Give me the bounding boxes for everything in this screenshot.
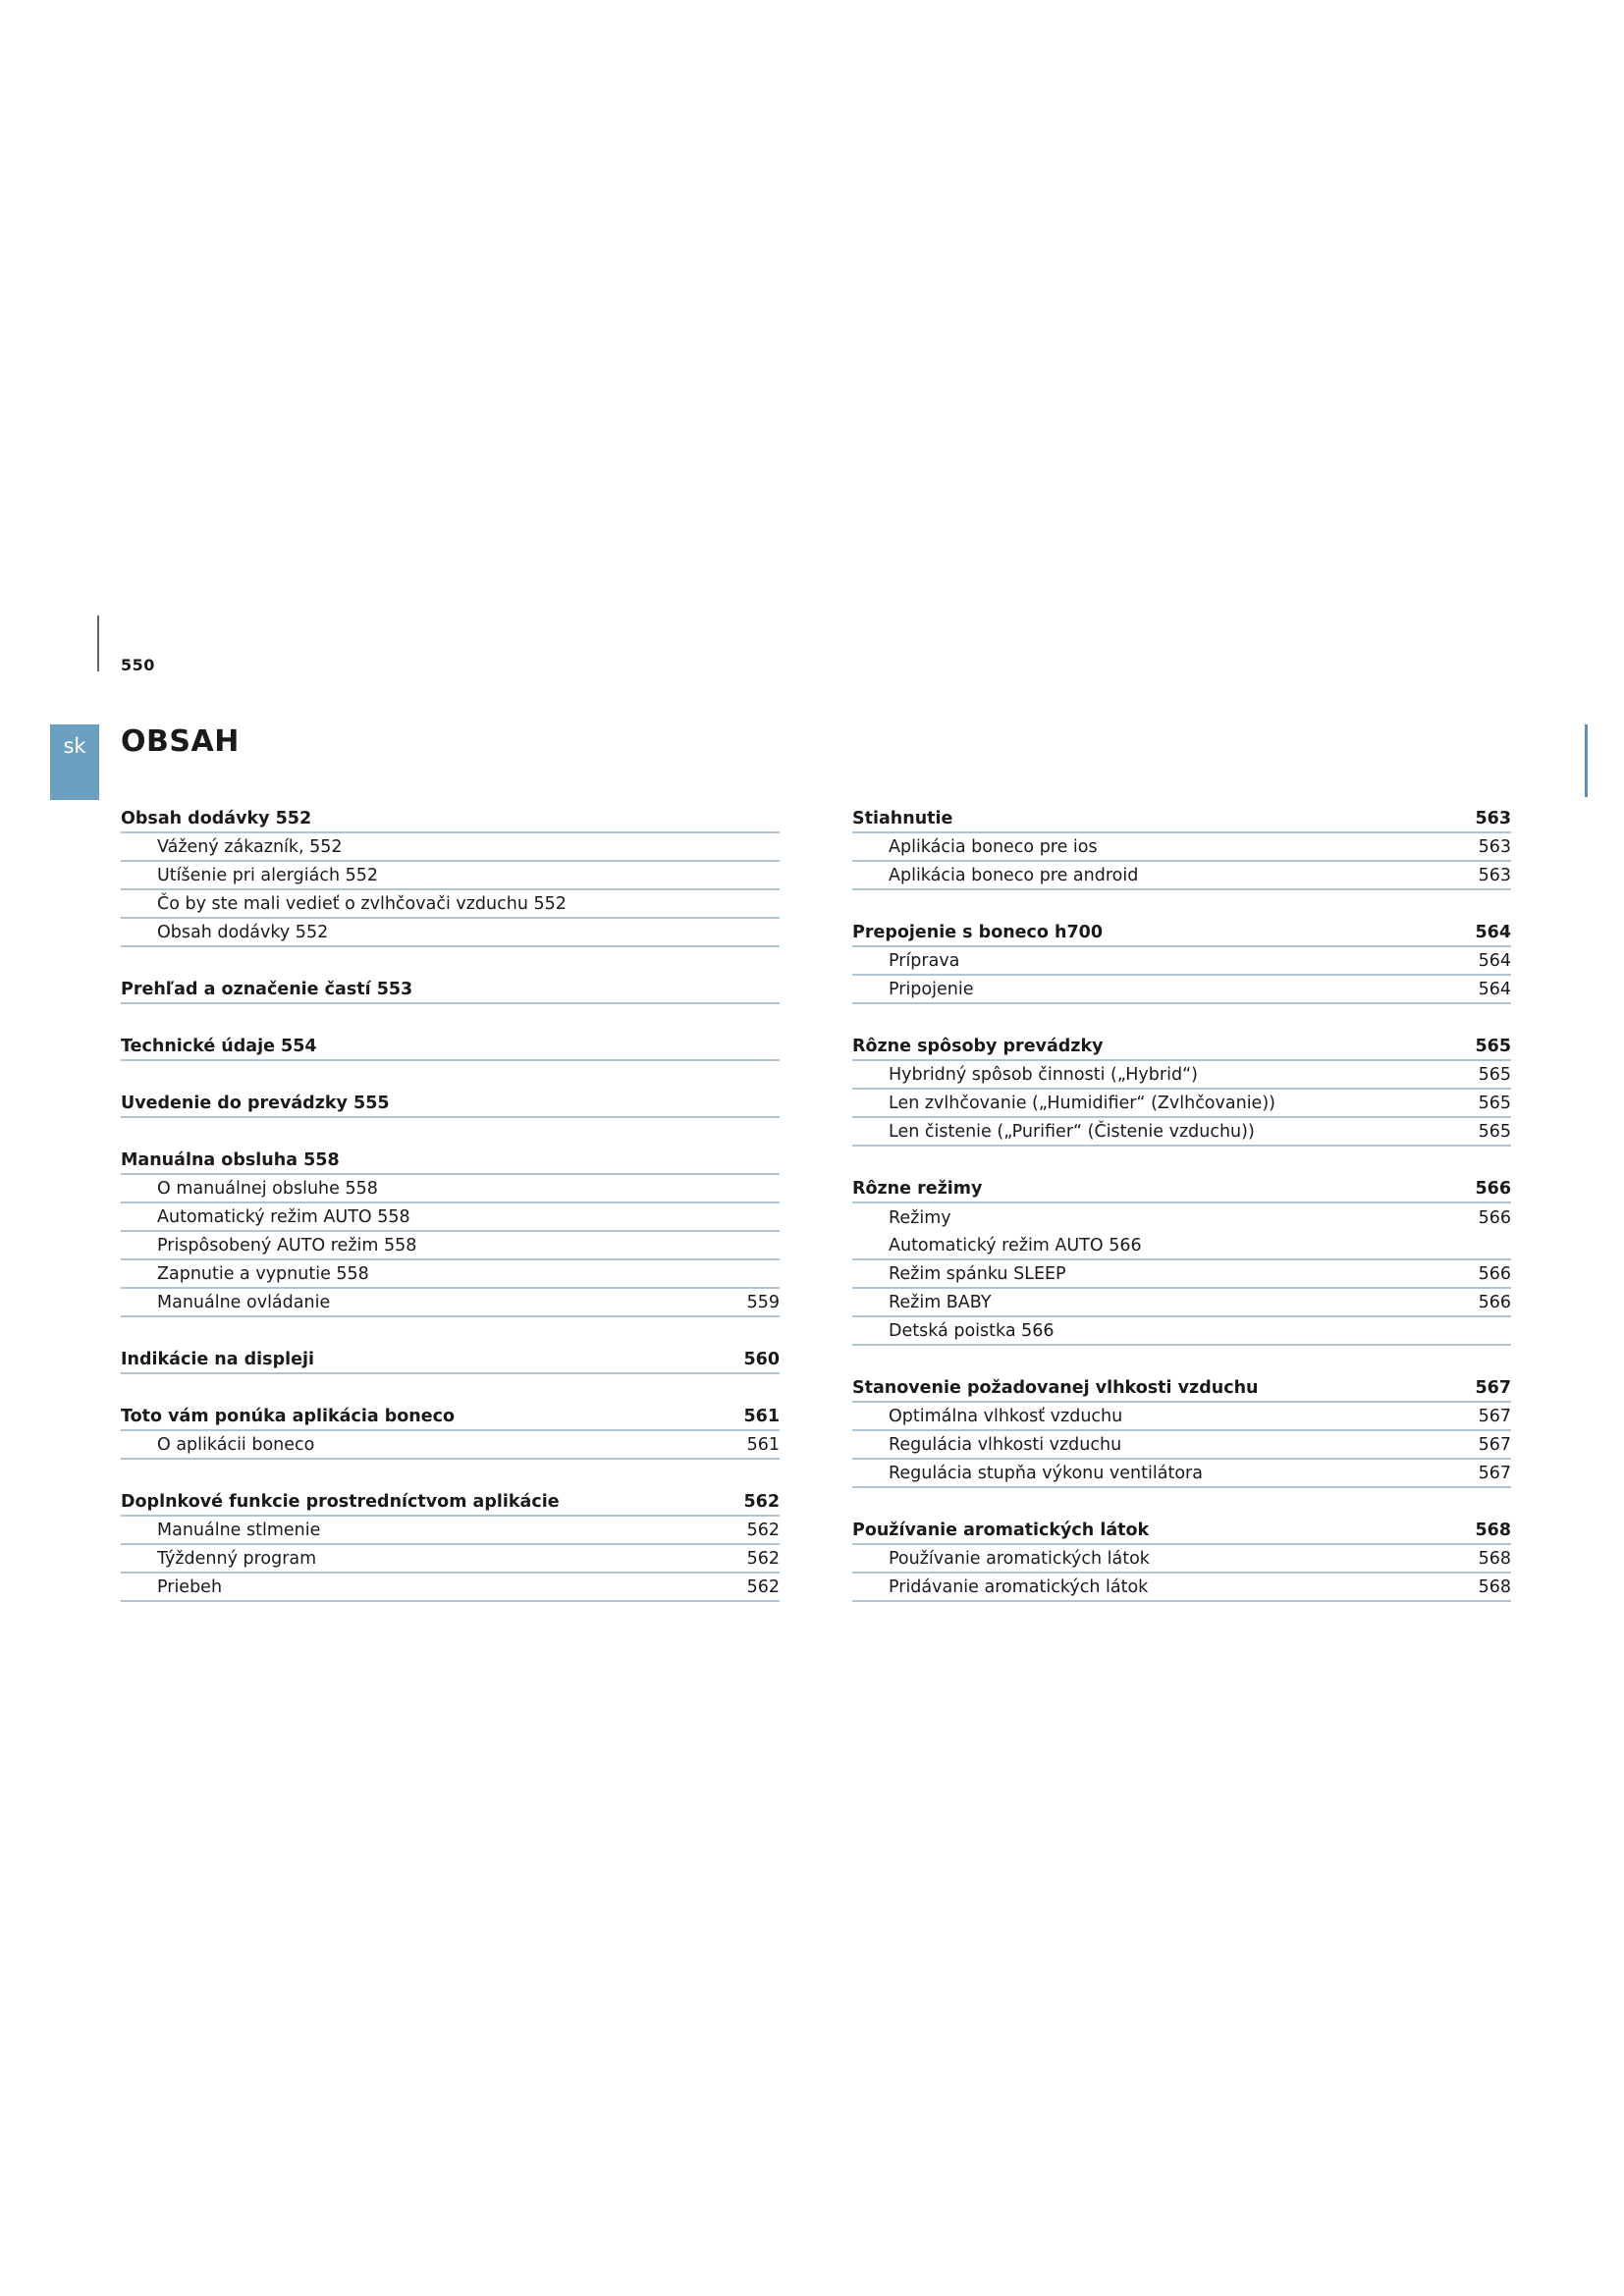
toc-heading[interactable] xyxy=(121,1033,780,1061)
toc-entry-text: Používanie aromatických látok xyxy=(889,1548,1150,1569)
toc-entry-text: Regulácia stupňa výkonu ventilátora xyxy=(889,1463,1203,1483)
toc-heading[interactable] xyxy=(852,1517,1511,1545)
toc-entry-page: 564 xyxy=(1478,950,1511,971)
toc-entry-text: Manuálne stlmenie xyxy=(157,1520,321,1540)
toc-entry-text: Pridávanie aromatických látok xyxy=(889,1576,1149,1597)
toc-entry-page: 566 xyxy=(1478,1263,1511,1284)
toc-entry-text: Len čistenie („Purifier“ (Čistenie vzduchu)) xyxy=(889,1121,1255,1142)
toc-entry[interactable] xyxy=(121,1260,780,1289)
toc-entry-text: Obsah dodávky 552 xyxy=(157,922,329,942)
toc-heading[interactable] xyxy=(121,1346,780,1374)
toc-entry-text: Len zvlhčovanie („Humidifier“ (Zvlhčovanie)) xyxy=(889,1093,1275,1113)
toc-entry-page: 567 xyxy=(1478,1434,1511,1455)
toc-heading[interactable] xyxy=(121,1090,780,1118)
toc-entry-page: 564 xyxy=(1478,979,1511,999)
toc-entry[interactable] xyxy=(852,1232,1511,1260)
toc-entry-page: 562 xyxy=(746,1520,780,1540)
toc-entry-text: Optimálna vlhkosť vzduchu xyxy=(889,1406,1123,1426)
toc-heading-text: Rôzne spôsoby prevádzky xyxy=(852,1036,1104,1056)
toc-entry-page: 565 xyxy=(1478,1121,1511,1142)
toc-entry[interactable] xyxy=(852,833,1511,862)
toc-entry-text: Regulácia vlhkosti vzduchu xyxy=(889,1434,1122,1455)
toc-entry-page: 565 xyxy=(1478,1064,1511,1085)
toc-section xyxy=(121,976,780,1004)
toc-heading-text: Obsah dodávky 552 xyxy=(121,808,312,828)
toc-entry[interactable] xyxy=(852,862,1511,890)
toc-heading[interactable] xyxy=(121,1488,780,1517)
toc-entry-page: 561 xyxy=(746,1434,780,1455)
toc-entry-text: Čo by ste mali vedieť o zvlhčovači vzduchu 552 xyxy=(157,893,567,914)
toc-left-column xyxy=(121,805,780,1630)
toc-entry-page: 562 xyxy=(746,1548,780,1569)
page-marker-line xyxy=(97,615,99,671)
toc-entry-page: 565 xyxy=(1478,1093,1511,1113)
toc-entry-text: Manuálne ovládanie xyxy=(157,1292,331,1312)
toc-right-column xyxy=(852,805,1511,1630)
toc-heading-page: 566 xyxy=(1475,1178,1511,1199)
toc-heading-page: 568 xyxy=(1475,1520,1511,1540)
toc-entry-page: 566 xyxy=(1478,1207,1511,1228)
toc-entry[interactable] xyxy=(852,1460,1511,1488)
toc-entry-text: Pripojenie xyxy=(889,979,974,999)
toc-entry-text: Detská poistka 566 xyxy=(889,1320,1055,1341)
toc-heading-page: 563 xyxy=(1475,808,1511,828)
toc-entry[interactable] xyxy=(852,1431,1511,1460)
toc-heading-text: Používanie aromatických látok xyxy=(852,1520,1150,1540)
toc-entry-page: 567 xyxy=(1478,1406,1511,1426)
toc-section xyxy=(852,1374,1511,1488)
toc-entry[interactable] xyxy=(852,947,1511,976)
toc-heading[interactable] xyxy=(121,1403,780,1431)
toc-entry[interactable] xyxy=(852,1574,1511,1602)
toc-heading-text: Prehľad a označenie častí 553 xyxy=(121,979,413,999)
toc-heading-text: Technické údaje 554 xyxy=(121,1036,317,1056)
toc-heading[interactable] xyxy=(852,1374,1511,1403)
toc-entry[interactable] xyxy=(121,1574,780,1602)
toc-entry[interactable] xyxy=(852,1203,1511,1232)
toc-entry[interactable] xyxy=(121,890,780,919)
toc-heading[interactable] xyxy=(852,805,1511,833)
toc-entry-text: Aplikácia boneco pre android xyxy=(889,865,1139,885)
toc-heading-page: 565 xyxy=(1475,1036,1511,1056)
toc-entry[interactable] xyxy=(121,833,780,862)
toc-entry-text: Automatický režim AUTO 566 xyxy=(889,1235,1142,1255)
page-title: OBSAH xyxy=(121,724,240,759)
toc-entry[interactable] xyxy=(121,1232,780,1260)
toc-entry-text: Automatický režim AUTO 558 xyxy=(157,1206,410,1227)
toc-entry[interactable] xyxy=(852,1545,1511,1574)
toc-entry[interactable] xyxy=(121,1289,780,1317)
toc-entry[interactable] xyxy=(121,1517,780,1545)
toc-heading-page: 560 xyxy=(743,1349,780,1369)
toc-entry[interactable] xyxy=(852,976,1511,1004)
toc-entry-page: 568 xyxy=(1478,1576,1511,1597)
toc-heading[interactable] xyxy=(121,976,780,1004)
toc-heading-page: 562 xyxy=(743,1491,780,1512)
toc-entry[interactable] xyxy=(852,1118,1511,1147)
toc-section xyxy=(852,1517,1511,1602)
toc-section xyxy=(852,1033,1511,1147)
toc-entry-text: Zapnutie a vypnutie 558 xyxy=(157,1263,369,1284)
toc-entry-text: Utíšenie pri alergiách 552 xyxy=(157,865,379,885)
toc-section xyxy=(121,1090,780,1118)
toc-entry-text: Režim spánku SLEEP xyxy=(889,1263,1066,1284)
toc-entry[interactable] xyxy=(852,1260,1511,1289)
toc-heading-page: 567 xyxy=(1475,1377,1511,1398)
toc-entry-text: Režim BABY xyxy=(889,1292,992,1312)
toc-entry-text: O manuálnej obsluhe 558 xyxy=(157,1178,378,1199)
toc-heading-text: Manuálna obsluha 558 xyxy=(121,1149,340,1170)
toc-section xyxy=(852,919,1511,1004)
toc-section xyxy=(121,1488,780,1602)
toc-entry-text: Týždenný program xyxy=(157,1548,317,1569)
toc-section xyxy=(852,805,1511,890)
toc-entry-text: Hybridný spôsob činnosti („Hybrid“) xyxy=(889,1064,1198,1085)
toc-heading-page: 561 xyxy=(743,1406,780,1426)
toc-entry-page: 567 xyxy=(1478,1463,1511,1483)
toc-heading-text: Prepojenie s boneco h700 xyxy=(852,922,1104,942)
toc-heading-text: Indikácie na displeji xyxy=(121,1349,314,1369)
toc-entry-text: Priebeh xyxy=(157,1576,223,1597)
toc-heading[interactable] xyxy=(121,805,780,833)
toc-section xyxy=(121,1147,780,1317)
toc-entry[interactable] xyxy=(121,1203,780,1232)
page-number: 550 xyxy=(121,656,155,674)
toc-heading[interactable] xyxy=(852,919,1511,947)
toc-heading-text: Doplnkové funkcie prostredníctvom aplikácie xyxy=(121,1491,560,1512)
toc-entry[interactable] xyxy=(852,1090,1511,1118)
toc-entry[interactable] xyxy=(852,1317,1511,1346)
toc-entry[interactable] xyxy=(121,1175,780,1203)
toc-entry[interactable] xyxy=(121,862,780,890)
toc-heading-page: 564 xyxy=(1475,922,1511,942)
toc-entry-page: 563 xyxy=(1478,865,1511,885)
toc-entry-text: Príprava xyxy=(889,950,960,971)
language-tab xyxy=(50,724,99,800)
toc-entry-page: 568 xyxy=(1478,1548,1511,1569)
toc-entry-page: 563 xyxy=(1478,836,1511,857)
toc-heading[interactable] xyxy=(121,1147,780,1175)
toc-section xyxy=(852,1175,1511,1346)
toc-entry[interactable] xyxy=(121,919,780,947)
toc-entry[interactable] xyxy=(121,1431,780,1460)
toc-heading[interactable] xyxy=(852,1033,1511,1061)
toc-heading-text: Stanovenie požadovanej vlhkosti vzduchu xyxy=(852,1377,1259,1398)
toc-heading-text: Stiahnutie xyxy=(852,808,953,828)
toc-section xyxy=(121,1346,780,1374)
toc-section xyxy=(121,1033,780,1061)
toc-heading[interactable] xyxy=(852,1175,1511,1203)
toc-entry[interactable] xyxy=(852,1403,1511,1431)
toc-entry-page: 559 xyxy=(746,1292,780,1312)
page-edge-marker xyxy=(1585,724,1588,797)
toc-entry[interactable] xyxy=(121,1545,780,1574)
toc-entry-text: O aplikácii boneco xyxy=(157,1434,315,1455)
toc-section xyxy=(121,1403,780,1460)
toc-entry-page: 566 xyxy=(1478,1292,1511,1312)
toc-entry[interactable] xyxy=(852,1289,1511,1317)
toc-entry-text: Prispôsobený AUTO režim 558 xyxy=(157,1235,417,1255)
toc-entry[interactable] xyxy=(852,1061,1511,1090)
toc-entry-text: Aplikácia boneco pre ios xyxy=(889,836,1098,857)
toc-entry-page: 562 xyxy=(746,1576,780,1597)
language-code: sk xyxy=(63,734,86,758)
toc-entry-text: Režimy xyxy=(889,1207,951,1228)
toc-heading-text: Toto vám ponúka aplikácia boneco xyxy=(121,1406,455,1426)
toc-section xyxy=(121,805,780,947)
toc-heading-text: Rôzne režimy xyxy=(852,1178,983,1199)
toc-heading-text: Uvedenie do prevádzky 555 xyxy=(121,1093,390,1113)
toc-entry-text: Vážený zákazník, 552 xyxy=(157,836,343,857)
